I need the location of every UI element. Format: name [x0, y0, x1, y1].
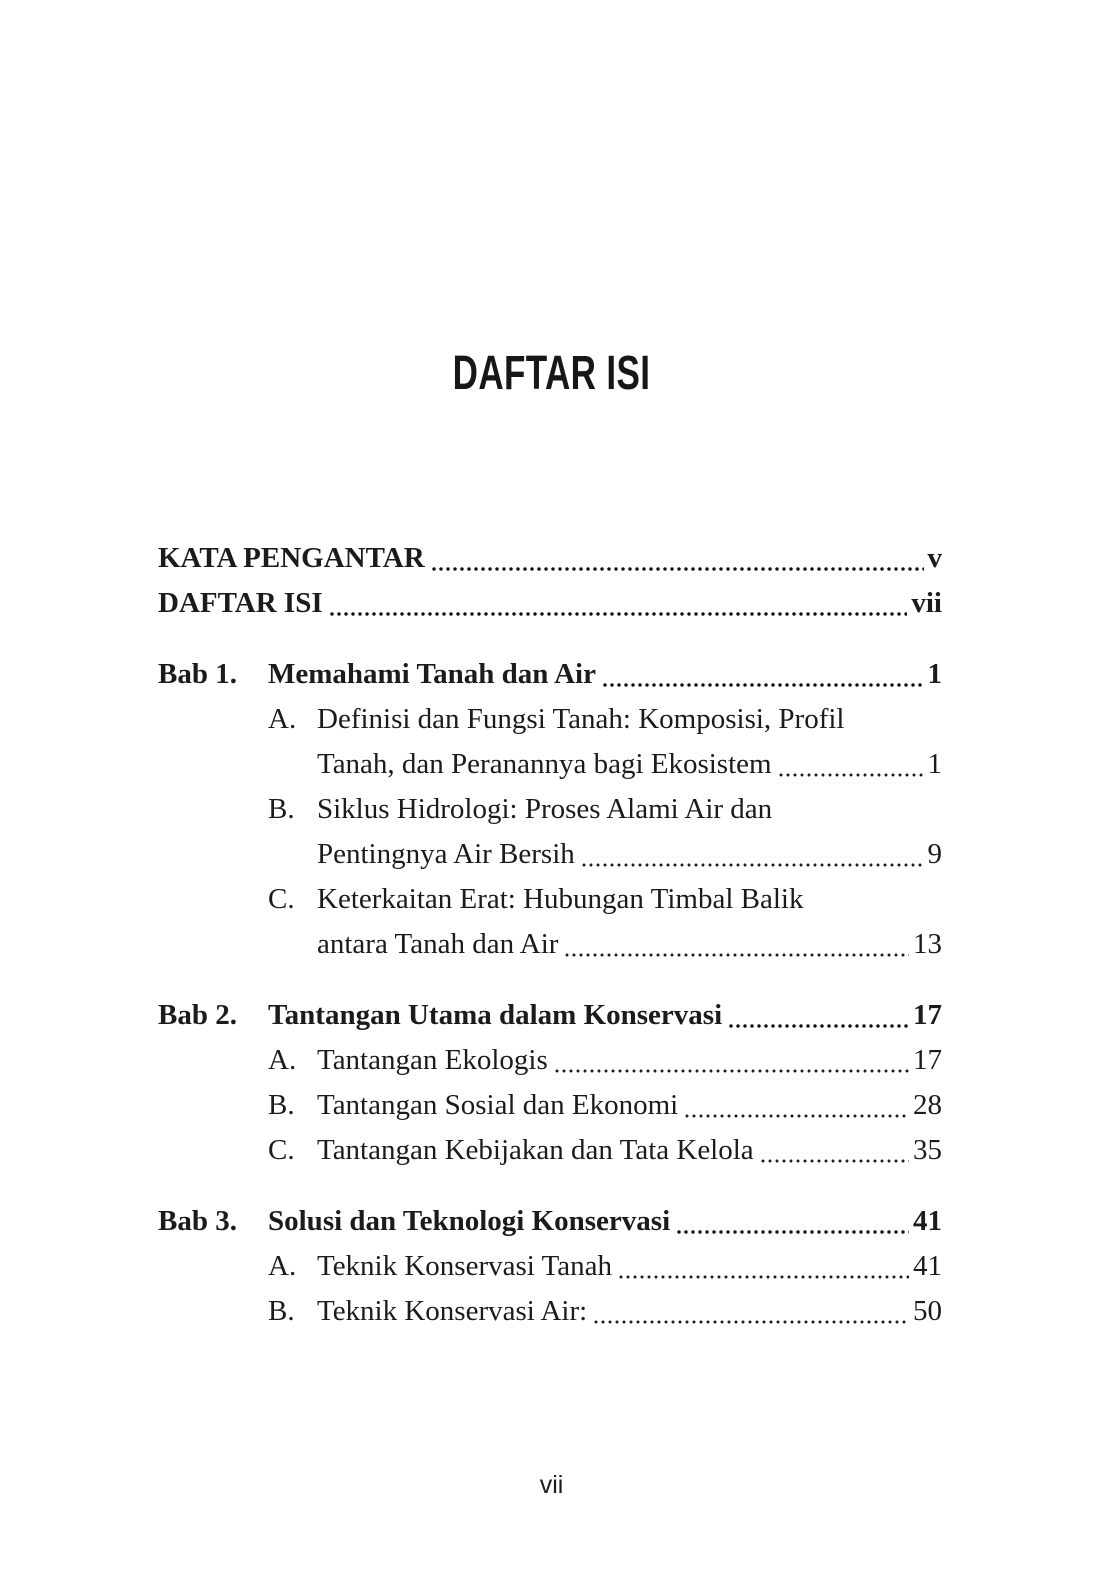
dot-leader [564, 922, 909, 967]
dot-leader [593, 1289, 909, 1334]
chapter-title: Solusi dan Teknologi Konservasi [268, 1205, 671, 1237]
chapter-title: Tantangan Utama dalam Konservasi [268, 999, 723, 1031]
subentry-line-1 [268, 697, 942, 742]
dot-leader [554, 1038, 909, 1083]
toc-subentry [158, 787, 942, 877]
dot-leader [778, 742, 924, 787]
toc-subentry [268, 1244, 942, 1289]
footer-page-number: vii [539, 1471, 564, 1499]
toc-chapter-2 [158, 993, 942, 1173]
dot-leader [618, 1244, 909, 1289]
toc-page-number: 1 [927, 658, 942, 690]
dot-leader [676, 1199, 909, 1244]
toc-chapter-heading [158, 993, 942, 1038]
toc-entry-daftar-isi [158, 581, 942, 626]
dot-leader [581, 832, 924, 877]
toc-chapter-heading [158, 652, 942, 697]
subentry-line-2 [317, 922, 942, 967]
subentry-line-2 [317, 742, 942, 787]
toc-chapter-heading [158, 1199, 942, 1244]
subentry-letter: B. [268, 1295, 295, 1327]
toc-entry-kata-pengantar [158, 536, 942, 581]
subentry-text: Tantangan Ekologis [317, 1044, 548, 1076]
toc-page-number: 1 [927, 748, 942, 780]
table-of-contents [158, 536, 942, 1334]
subentry-letter: A. [268, 1250, 297, 1282]
toc-subentry [268, 1289, 942, 1334]
dot-leader [329, 581, 908, 626]
toc-entry-label: KATA PENGANTAR [158, 542, 425, 574]
subentry-letter: B. [268, 793, 295, 825]
subentry-text: Tantangan Kebijakan dan Tata Kelola [317, 1134, 754, 1166]
subentry-letter: C. [268, 883, 295, 915]
subentry-letter: B. [268, 1089, 295, 1121]
subentry-text: antara Tanah dan Air [317, 928, 559, 960]
toc-page-number: 17 [913, 1044, 942, 1076]
chapter-label: Bab 1. [158, 658, 237, 690]
dot-leader [728, 993, 909, 1038]
toc-chapter-1 [158, 652, 942, 967]
dot-leader [684, 1083, 909, 1128]
subentry-text: Siklus Hidrologi: Proses Alami Air dan [317, 793, 773, 825]
subentry-letter: C. [268, 1134, 295, 1166]
toc-entry-label: DAFTAR ISI [158, 587, 323, 619]
toc-page-number: 17 [913, 999, 942, 1031]
toc-page-number: 13 [913, 928, 942, 960]
dot-leader [602, 652, 924, 697]
chapter-label: Bab 3. [158, 1205, 237, 1237]
dot-leader [760, 1128, 909, 1173]
toc-page-number: 35 [913, 1134, 942, 1166]
subentry-letter: A. [268, 1044, 297, 1076]
subentry-text: Teknik Konservasi Air: [317, 1295, 588, 1327]
toc-page-number: 28 [913, 1089, 942, 1121]
toc-page-number: vii [911, 587, 942, 619]
toc-page-number: 50 [913, 1295, 942, 1327]
toc-subentry [158, 877, 942, 967]
toc-subentry [268, 1128, 942, 1173]
toc-page-number: 41 [913, 1250, 942, 1282]
toc-page-number: v [927, 542, 942, 574]
toc-page-number: 9 [927, 838, 942, 870]
dot-leader [431, 536, 924, 581]
toc-subentry [158, 697, 942, 787]
chapter-title: Memahami Tanah dan Air [268, 658, 596, 690]
subentry-text: Keterkaitan Erat: Hubungan Timbal Balik [317, 883, 804, 915]
chapter-label: Bab 2. [158, 999, 237, 1031]
toc-subentry [268, 1038, 942, 1083]
subentry-line-1 [268, 787, 942, 832]
toc-page-number: 41 [913, 1205, 942, 1237]
subentry-line-2 [317, 832, 942, 877]
subentry-letter: A. [268, 703, 297, 735]
subentry-line-1 [268, 877, 942, 922]
subentry-text: Pentingnya Air Bersih [317, 838, 575, 870]
toc-chapter-3 [158, 1199, 942, 1334]
subentry-text: Tanah, dan Peranannya bagi Ekosistem [317, 748, 772, 780]
subentry-text: Tantangan Sosial dan Ekonomi [317, 1089, 679, 1121]
subentry-text: Definisi dan Fungsi Tanah: Komposisi, Profil [317, 703, 845, 735]
toc-subentry [268, 1083, 942, 1128]
subentry-text: Teknik Konservasi Tanah [317, 1250, 612, 1282]
page-title: DAFTAR ISI [452, 347, 651, 400]
